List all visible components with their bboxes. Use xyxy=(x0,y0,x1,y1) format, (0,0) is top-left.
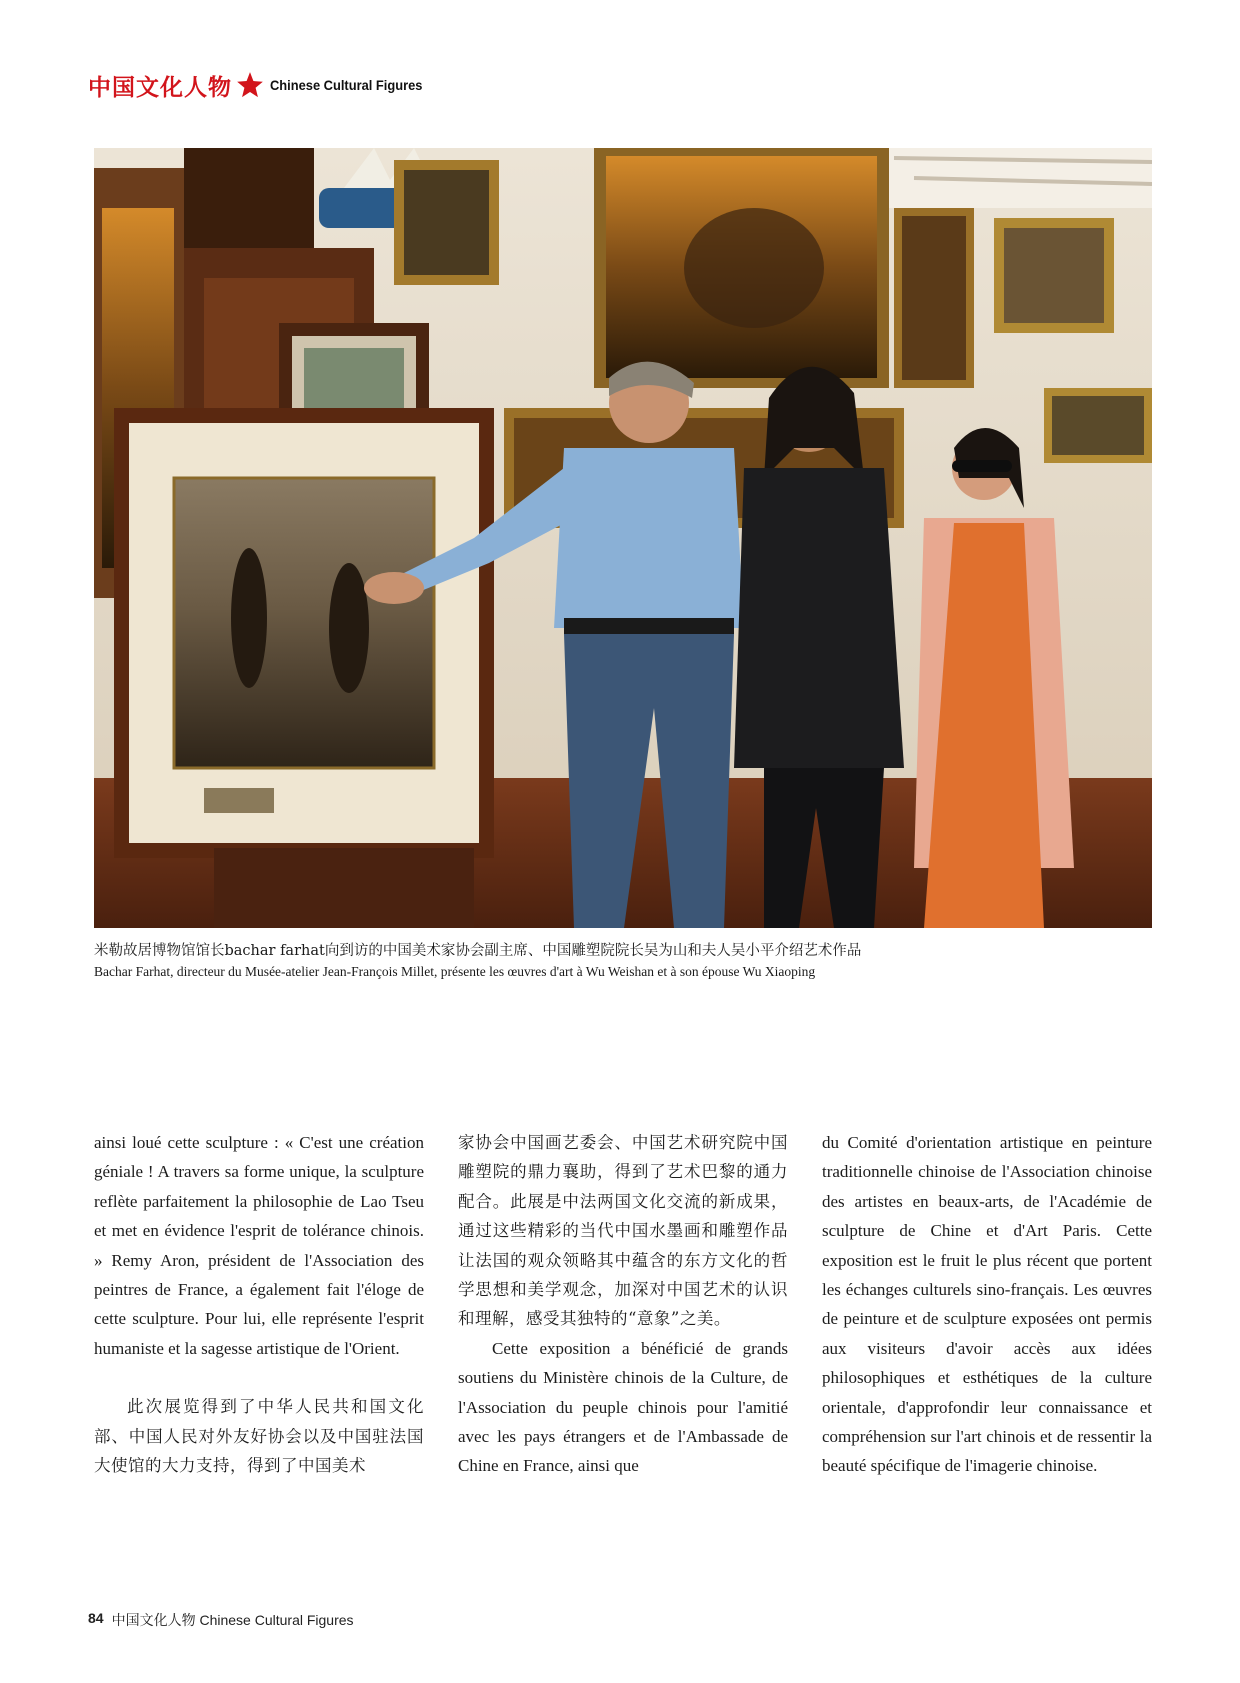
paragraph-fr: Cette exposition a bénéficié de grands soutiens du Ministère chinois de la Culture, de l'Association du peuple chinois pour l'amitié avec les pays étrangers et de l'Ambassade de Chine en France, ainsi que xyxy=(458,1338,788,1476)
brand-title-en: Chinese Cultural Figures xyxy=(270,77,423,93)
caption-cn: 米勒故居博物馆馆长bachar farhat向到访的中国美术家协会副主席、中国雕塑院院长吴为山和夫人吴小平介绍艺术作品 xyxy=(94,943,862,959)
paragraph-cn: 此次展览得到了中华人民共和国文化部、中国人民对外友好协会以及中国驻法国大使馆的大力支持，得到了中国美术 xyxy=(94,1397,424,1476)
gallery-photo xyxy=(94,148,1152,928)
footer-title: 中国文化人物 Chinese Cultural Figures xyxy=(111,1612,354,1628)
page-header xyxy=(88,70,436,100)
paragraph-cn: 家协会中国画艺委会、中国艺术研究院中国雕塑院的鼎力襄助，得到了艺术巴黎的通力配合。此展是中法两国文化交流的新成果，通过这些精彩的当代中国水墨画和雕塑作品让法国的观众领略其中蕴含的东方文化的哲学思想和美学观念，加深对中国艺术的认识和理解，感受其独特的“意象”之美。 xyxy=(458,1133,788,1329)
text-column-1 xyxy=(94,1128,424,1480)
text-column-3 xyxy=(822,1128,1152,1481)
photo-caption xyxy=(94,940,1154,982)
page-footer xyxy=(88,1610,354,1630)
brand-title-cn: 中国文化人物 xyxy=(88,73,232,101)
page-number: 84 xyxy=(88,1610,104,1626)
star-icon xyxy=(236,71,264,99)
text-column-2 xyxy=(458,1128,788,1481)
caption-fr: Bachar Farhat, directeur du Musée-atelier Jean-François Millet, présente les œuvres d'art à Wu Weishan et à son épouse Wu Xiaoping xyxy=(94,964,816,979)
paragraph-fr: ainsi loué cette sculpture : « C'est une création géniale ! A travers sa forme unique, la sculpture reflète parfaitement la philosophie de Lao Tseu et met en évidence l'esprit de tolérance chinois. » Remy Aron, président de l'Association des peintres de France, a également fait l'éloge de cette sculpture. Pour lui, elle représente l'esprit humaniste et la sagesse artistique de l'Orient. xyxy=(94,1133,424,1358)
paragraph-fr: du Comité d'orientation artistique en peinture traditionnelle chinoise de l'Association chinoise des artistes en beaux-arts, de l'Académie de sculpture de Chine et d'Art Paris. Cette exposition est le fruit le plus récent que portent les échanges culturels sino-français. Les œuvres de peinture et de sculpture exposées ont permis aux visiteurs d'avoir accès aux idées philosophiques et esthétiques de la culture orientale, d'approfondir leur connaissance et compréhension sur l'art chinois et de ressentir la beauté spécifique de l'imagerie chinoise. xyxy=(822,1133,1152,1476)
photograph-icon xyxy=(94,148,1152,928)
